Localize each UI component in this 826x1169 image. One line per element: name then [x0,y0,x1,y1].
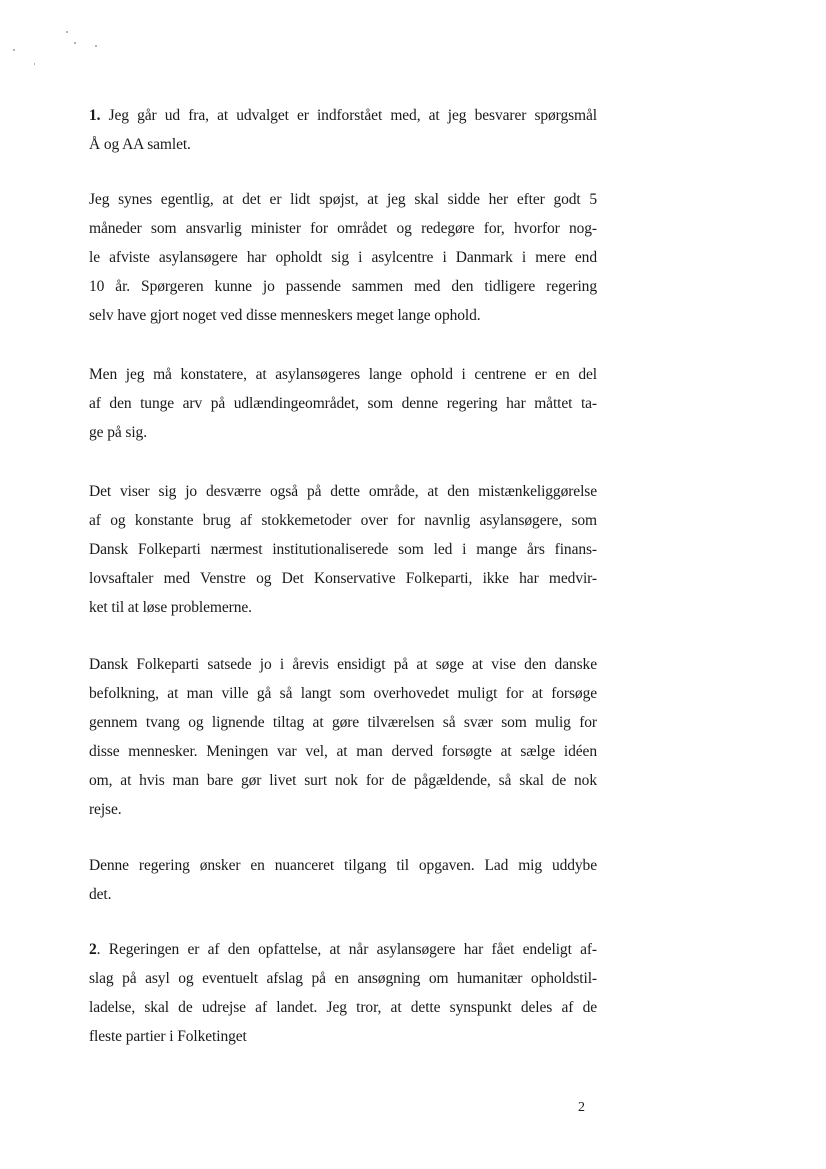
paragraph-line: ge på sig. [89,424,147,441]
paragraph-line: Å og AA samlet. [89,136,191,153]
paragraph-line: fleste partier i Folketinget [89,1028,247,1045]
paragraph-line: det. [89,886,112,903]
scan-speck [13,49,15,51]
paragraph-line: Men jeg må konstatere, at asylansøgeres lange ophold i centrene er en del [89,366,597,383]
scan-speck [34,63,35,65]
paragraph-line: om, at hvis man bare gør livet surt nok for de pågældende, så skal de nok [89,772,597,789]
paragraph-line: ladelse, skal de udrejse af landet. Jeg tror, at dette synspunkt deles af de [89,999,597,1016]
paragraph-6 [89,851,597,909]
paragraph-line: lovsaftaler med Venstre og Det Konservative Folkeparti, ikke har medvir- [89,570,597,587]
paragraph-line: rejse. [89,801,122,818]
paragraph-line: Jeg synes egentlig, at det er lidt spøjst, at jeg skal sidde her efter godt 5 [89,191,597,208]
paragraph-2 [89,185,597,330]
paragraph-line: Dansk Folkeparti nærmest institutionaliserede som led i mange års finans- [89,541,597,558]
paragraph-line: slag på asyl og eventuelt afslag på en ansøgning om humanitær opholdstil- [89,970,597,987]
paragraph-line: af den tunge arv på udlændingeområdet, som denne regering har måttet ta- [89,395,597,412]
paragraph-line: 1. Jeg går ud fra, at udvalget er indforstået med, at jeg besvarer spørgsmål [89,107,597,124]
page-number: 2 [578,1100,585,1115]
paragraph-7 [89,935,597,1051]
paragraph-line: ket til at løse problemerne. [89,599,252,616]
section-number: 2 [89,941,97,958]
scan-speck [95,45,97,47]
paragraph-line: befolkning, at man ville gå så langt som overhovedet muligt for at forsøge [89,685,597,702]
paragraph-4 [89,477,597,622]
paragraph-1 [89,101,597,159]
paragraph-3 [89,360,597,447]
paragraph-line: måneder som ansvarlig minister for området og redegøre for, hvorfor nog- [89,220,597,237]
paragraph-line: 2. Regeringen er af den opfattelse, at når asylansøgere har fået endeligt af- [89,941,597,958]
section-number: 1. [89,107,101,124]
paragraph-line: Dansk Folkeparti satsede jo i årevis ensidigt på at søge at vise den danske [89,656,597,673]
paragraph-line: 10 år. Spørgeren kunne jo passende sammen med den tidligere regering [89,278,597,295]
paragraph-line: selv have gjort noget ved disse menneskers meget lange ophold. [89,307,481,324]
paragraph-line: Det viser sig jo desværre også på dette område, at den mistænkeliggørelse [89,483,597,500]
paragraph-line: gennem tvang og lignende tiltag at gøre tilværelsen så svær som mulig for [89,714,597,731]
paragraph-line: Denne regering ønsker en nuanceret tilgang til opgaven. Lad mig uddybe [89,857,597,874]
scan-speck [66,31,68,33]
scan-specks [0,0,120,80]
paragraph-line: le afviste asylansøgere har opholdt sig i asylcentre i Danmark i mere end [89,249,597,266]
scan-speck [74,42,76,44]
paragraph-5 [89,650,597,824]
paragraph-line: af og konstante brug af stokkemetoder over for navnlig asylansøgere, som [89,512,597,529]
paragraph-line: disse mennesker. Meningen var vel, at man derved forsøgte at sælge idéen [89,743,597,760]
